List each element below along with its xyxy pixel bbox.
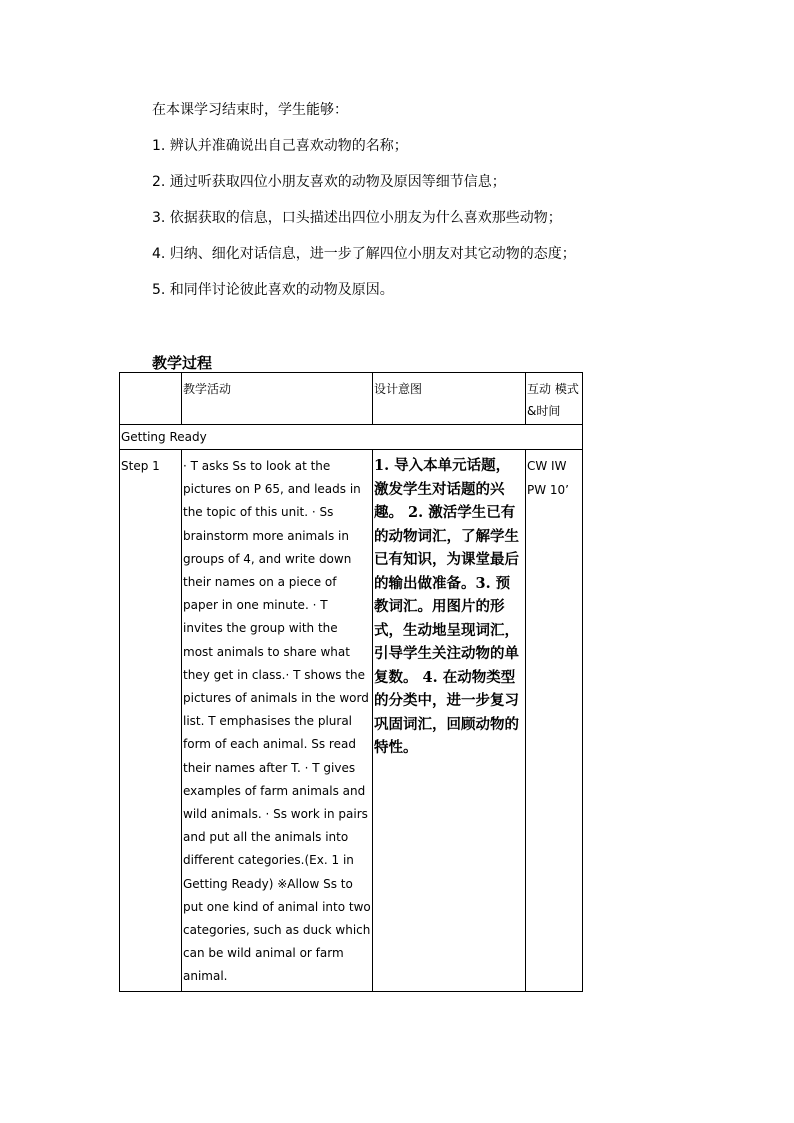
step-cell: Step 1 (120, 450, 182, 992)
objective-item: 3. 依据获取的信息，口头描述出四位小朋友为什么喜欢那些动物； (152, 210, 562, 226)
header-activity: 教学活动 (182, 373, 373, 425)
learning-objectives (152, 100, 712, 316)
header-design: 设计意图 (373, 373, 526, 425)
stage-row (120, 425, 583, 450)
activity-cell: · T asks Ss to look at the pictures on P 65, and leads in the topic of this unit. · Ss brainstorm more animals in groups of 4, and write down their names on a piece of paper in one minute. · T invites the group with the most animals to share what they get in class.· T shows the pictures of animals in the word list. T emphasises the plural form of each animal. Ss read their names after T. · T gives examples of farm animals and wild animals. · Ss work in pairs and put all the animals into different categories.(Ex. 1 in Getting Ready) ※Allow Ss to put one kind of animal into two categories, such as duck which can be wild animal or farm animal. (182, 450, 373, 992)
stage-label: Getting Ready (120, 425, 583, 450)
mode-cell: CW IW PW 10’ (526, 450, 583, 992)
objective-item: 2. 通过听获取四位小朋友喜欢的动物及原因等细节信息； (152, 174, 506, 190)
lesson-process-table (119, 372, 583, 992)
section-title: 教学过程 (152, 354, 213, 372)
objectives-intro: 在本课学习结束时，学生能够： (152, 102, 348, 118)
table-row (120, 450, 583, 992)
table-header-row (120, 373, 583, 425)
objective-item: 1. 辨认并准确说出自己喜欢动物的名称； (152, 138, 408, 154)
design-cell: 1. 导入本单元话题，激发学生对话题的兴趣。 2. 激活学生已有的动物词汇，了解学生已有知识，为课堂最后的输出做准备。3. 预教词汇。用图片的形式，生动地呈现词汇，引导学生关注动物的单复数。 4. 在动物类型的分类中，进一步复习巩固词汇，回顾动物的特性。 (373, 450, 526, 992)
header-mode: 互动 模式 &时间 (526, 373, 583, 425)
objective-item: 4. 归纳、细化对话信息，进一步了解四位小朋友对其它动物的态度； (152, 246, 576, 262)
header-step (120, 373, 182, 425)
objective-item: 5. 和同伴讨论彼此喜欢的动物及原因。 (152, 282, 394, 298)
